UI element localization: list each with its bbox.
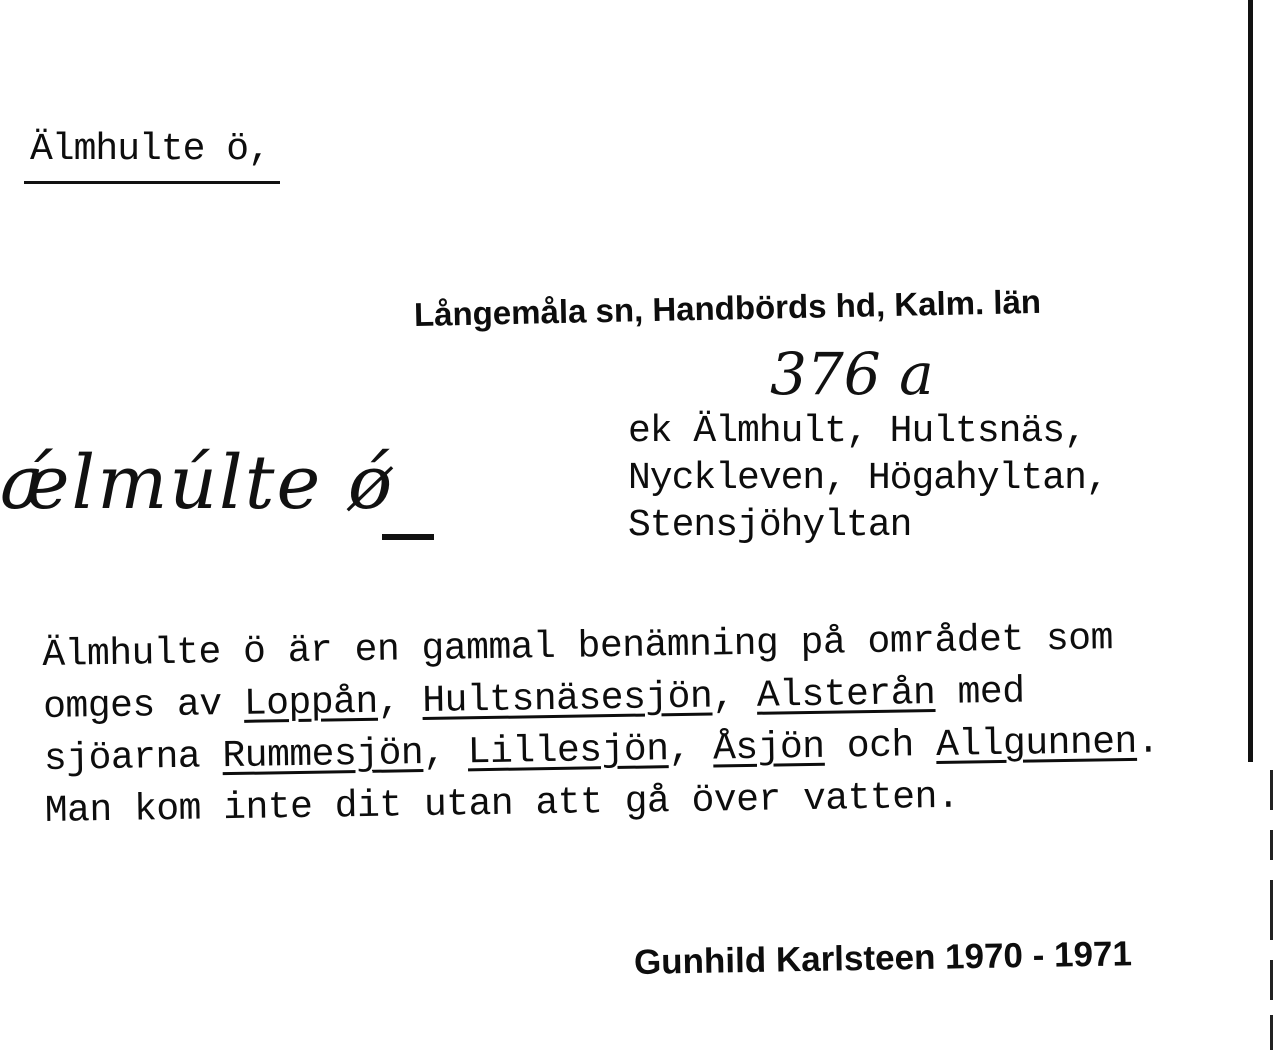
text-segment: sjöarna [43,735,223,781]
text-segment: med [934,670,1025,715]
card-edge-mark [1270,770,1273,810]
farm-line: Nyckleven, Högahyltan, [628,457,1108,500]
pronunciation-underline [382,534,434,540]
farm-line: Stensjöhyltan [628,504,912,547]
pronunciation: ǽlmúlte ǿ [0,440,395,526]
collector: Gunhild Karlsteen 1970 - 1971 [633,934,1133,982]
card-edge-mark [1270,880,1273,940]
description-line: Man kom inte dit utan att gå över vatten. [44,775,960,833]
text-segment: , [711,674,758,719]
place-name: Alsterån [756,671,936,718]
card-number: 376 a [770,340,934,408]
text-segment: , [422,731,469,776]
farm-list [628,408,1108,549]
parish-line: Långemåla sn, Handbörds hd, Kalm. län [413,282,1042,333]
description [42,611,1275,838]
headword: Älmhulte ö, [30,128,270,171]
text-segment: , [377,680,423,724]
place-name: Lillesjön [467,728,669,775]
text-segment: omges av [42,682,245,729]
headword-underline [24,181,280,184]
card-edge-mark [1270,1015,1273,1050]
place-name: Hultsnäsesjön [422,675,713,724]
farm-line: ek Älmhult, Hultsnäs, [628,410,1086,453]
place-name: Åsjön [712,725,825,771]
text-segment: , [668,727,714,772]
text-segment: . [1136,720,1160,764]
card-edge-mark [1270,830,1273,860]
card-edge-mark [1270,960,1273,1000]
place-name: Loppån [243,680,379,726]
description-line: Älmhulte ö är en gammal benämning på området som [42,617,1114,677]
card-edge [1248,0,1253,762]
place-name: Allgunnen [935,720,1138,767]
text-segment: och [824,723,937,769]
place-name: Rummesjön [222,732,424,779]
